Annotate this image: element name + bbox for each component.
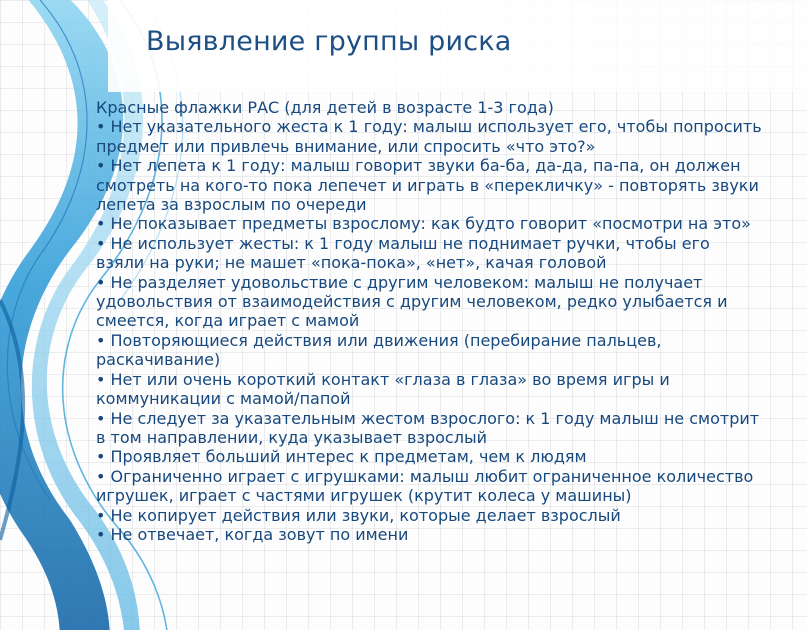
content-line: взяли на руки; не машет «пока-пока», «нет», качая головой	[96, 253, 607, 273]
content-line: • Нет указательного жеста к 1 году: малыш использует его, чтобы попросить	[96, 117, 762, 137]
content-line: в том направлении, куда указывает взрослый	[96, 427, 487, 447]
content-line: предмет или привлечь внимание, или спросить «что это?»	[96, 136, 596, 156]
slide-title: Выявление группы риска	[146, 26, 512, 57]
content-line: раскачивание)	[96, 350, 221, 370]
content-block	[96, 98, 786, 544]
content-line: • Проявляет больший интерес к предметам, чем к людям	[96, 447, 587, 467]
content-line: • Повторяющиеся действия или движения (перебирание пальцев,	[96, 330, 662, 350]
content-line: смотреть на кого-то пока лепечет и играть в «перекличку» - повторять звуки	[96, 175, 759, 195]
content-line: • Не отвечает, когда зовут по имени	[96, 524, 409, 544]
content-line: • Нет или очень короткий контакт «глаза в глаза» во время игры и	[96, 369, 670, 389]
content-line: • Не разделяет удовольствие с другим человеком: малыш не получает	[96, 272, 703, 292]
content-line: удовольствия от взаимодействия с другим человеком, редко улыбается и	[96, 292, 728, 312]
content-line: • Не копирует действия или звуки, которые делает взрослый	[96, 505, 621, 525]
content-line: • Нет лепета к 1 году: малыш говорит звуки ба-ба, да-да, па-па, он должен	[96, 156, 741, 176]
content-line: • Не показывает предметы взрослому: как будто говорит «посмотри на это»	[96, 214, 751, 234]
content-line: лепета за взрослым по очереди	[96, 195, 367, 215]
content-line: • Ограниченно играет с игрушками: малыш любит ограниченное количество	[96, 466, 754, 486]
content-line: игрушек, играет с частями игрушек (крутит колеса у машины)	[96, 486, 632, 506]
content-line: коммуникации с мамой/папой	[96, 389, 351, 409]
content-line: • Не использует жесты: к 1 году малыш не поднимает ручки, чтобы его	[96, 233, 710, 253]
content-line: Красные флажки РАС (для детей в возрасте 1-3 года)	[96, 98, 554, 117]
content-line: смеется, когда играет с мамой	[96, 311, 360, 331]
content-line: • Не следует за указательным жестом взрослого: к 1 году малыш не смотрит	[96, 408, 760, 428]
